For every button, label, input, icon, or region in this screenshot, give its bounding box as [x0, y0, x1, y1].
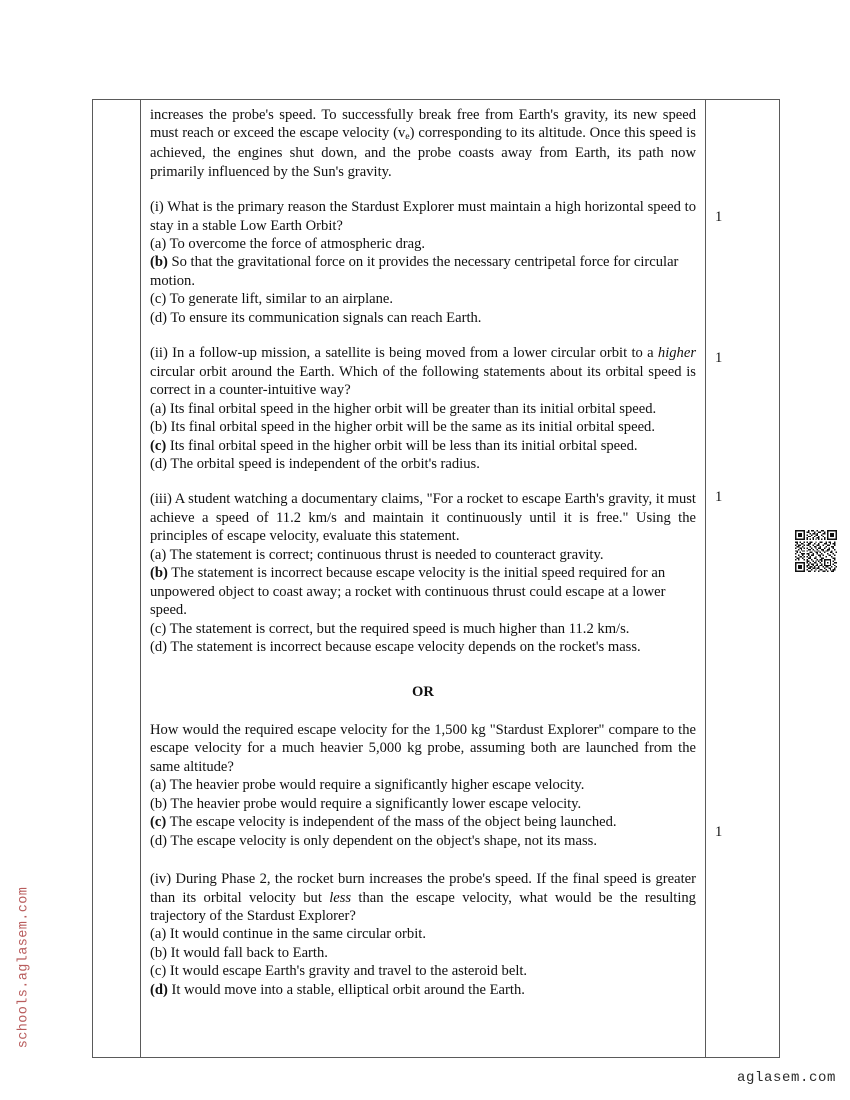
question-iv	[150, 870, 696, 999]
option-label: (c)	[150, 437, 167, 454]
option-label: (b)	[150, 565, 168, 582]
option-text: It would escape Earth's gravity and travel to the asteroid belt.	[166, 963, 528, 980]
corner-watermark: aglasem.com	[736, 1070, 836, 1086]
question-iv-option-b	[150, 944, 696, 962]
question-ii-option-d	[150, 455, 696, 473]
or-question	[150, 721, 696, 850]
option-label: (a)	[150, 235, 167, 252]
option-text: It would move into a stable, elliptical orbit around the Earth.	[167, 981, 525, 998]
table-row	[93, 100, 780, 1058]
stem-part-2: than the escape velocity, what would be the resulting trajectory of the Stardust Explorer?	[150, 889, 696, 925]
option-label: (c)	[150, 814, 167, 831]
body-bottom-spacer	[150, 999, 696, 1047]
question-i-stem: (i) What is the primary reason the Stardust Explorer must maintain a high horizontal speed to stay in a stable Low Earth Orbit?	[150, 199, 696, 234]
question-iii-stem: (iii) A student watching a documentary claims, "For a rocket to escape Earth's gravity, it must achieve a speed of 11.2 km/s and maintain it continuously until it is free." Using the principles of escape velocity, evaluate this statement.	[150, 491, 696, 545]
option-text: The heavier probe would require a significantly higher escape velocity.	[166, 777, 585, 794]
question-ii-option-b	[150, 418, 696, 436]
option-label: (d)	[150, 981, 168, 998]
question-iii-option-a	[150, 546, 696, 564]
option-text: The escape velocity is only dependent on the object's shape, not its mass.	[167, 832, 597, 849]
option-label: (a)	[150, 777, 167, 794]
stem-part-1: (iv) During Phase 2, the rocket burn increases the probe's speed. If the final speed is greater than its orbital velocity but	[150, 871, 696, 906]
option-text: It would fall back to Earth.	[167, 944, 328, 961]
option-text: It would continue in the same circular orbit.	[166, 926, 426, 943]
question-iv-option-c	[150, 962, 696, 980]
option-label: (c)	[150, 963, 167, 980]
option-text: The statement is correct; continuous thrust is needed to counteract gravity.	[166, 546, 604, 563]
option-text: Its final orbital speed in the higher orbit will be greater than its initial orbital speed.	[166, 400, 657, 417]
question-table	[92, 99, 780, 1058]
question-ii	[150, 344, 696, 473]
stem-emphasis: higher	[657, 345, 696, 362]
option-label: (c)	[150, 291, 167, 308]
option-text: The orbital speed is independent of the orbit's radius.	[167, 455, 480, 472]
option-label: (c)	[150, 620, 167, 637]
option-label: (a)	[150, 546, 167, 563]
or-question-stem: How would the required escape velocity for the 1,500 kg "Stardust Explorer" compare to the escape velocity for a much heavier 5,000 kg probe, assuming both are launched from the same altitude?	[150, 721, 696, 775]
option-text: To generate lift, similar to an airplane.	[166, 291, 394, 308]
stem-part-2: circular orbit around the Earth. Which of the following statements about its orbital speed is correct in a counter-intuitive way?	[150, 363, 696, 399]
option-label: (b)	[150, 944, 168, 961]
option-text: To ensure its communication signals can reach Earth.	[167, 309, 482, 326]
question-iii	[150, 490, 696, 656]
question-ii-option-a	[150, 400, 696, 418]
option-text: So that the gravitational force on it provides the necessary centripetal force for circular motion.	[150, 254, 679, 289]
side-watermark: schools.aglasem.com	[16, 886, 32, 1049]
question-iv-option-a	[150, 925, 696, 943]
intro-paragraph	[150, 106, 696, 181]
question-number-cell	[93, 100, 141, 1058]
option-label: (b)	[150, 254, 168, 271]
question-i-option-b	[150, 253, 696, 290]
option-text: The escape velocity is independent of the mass of the object being launched.	[166, 814, 617, 831]
or-question-option-d	[150, 832, 696, 850]
question-iii-option-d	[150, 638, 696, 656]
question-ii-stem	[150, 344, 696, 399]
qr-code-svg	[795, 530, 837, 572]
stem-emphasis: less	[329, 889, 352, 906]
option-label: (d)	[150, 639, 168, 656]
question-i-option-a	[150, 235, 696, 253]
option-label: (b)	[150, 419, 168, 436]
option-text: The statement is correct, but the required speed is much higher than 11.2 km/s.	[166, 620, 630, 637]
question-body-cell	[141, 100, 706, 1058]
marks-value-i: 1	[715, 209, 723, 225]
or-divider	[150, 683, 696, 701]
option-text: Its final orbital speed in the higher orbit will be the same as its initial orbital speed.	[167, 419, 655, 436]
option-label: (b)	[150, 795, 168, 812]
option-label: (d)	[150, 832, 168, 849]
option-label: (a)	[150, 926, 167, 943]
question-iii-option-c	[150, 620, 696, 638]
or-label: OR	[412, 683, 434, 700]
option-label: (d)	[150, 455, 168, 472]
question-i	[150, 198, 696, 327]
question-iv-stem	[150, 870, 696, 925]
question-i-option-c	[150, 290, 696, 308]
question-iii-option-b	[150, 564, 696, 619]
question-ii-option-c	[150, 437, 696, 455]
question-iv-option-d	[150, 981, 696, 999]
or-question-option-a	[150, 776, 696, 794]
option-label: (a)	[150, 400, 167, 417]
or-question-option-c	[150, 813, 696, 831]
marks-value-iv: 1	[715, 824, 723, 840]
qr-code-icon	[795, 530, 837, 572]
marks-value-ii: 1	[715, 350, 723, 366]
option-text: Its final orbital speed in the higher orbit will be less than its initial orbital speed.	[166, 437, 638, 454]
stem-part-1: (ii) In a follow-up mission, a satellite is being moved from a lower circular orbit to a	[150, 345, 658, 362]
marks-cell	[706, 100, 780, 1058]
intro-text-after: ) corresponding to its altitude. Once this speed is achieved, the engines shut down, and the probe coasts away from Earth, its path now primarily influenced by the Sun's gravity.	[150, 125, 696, 180]
or-question-option-b	[150, 795, 696, 813]
option-text: To overcome the force of atmospheric drag.	[166, 235, 426, 252]
option-label: (d)	[150, 309, 168, 326]
option-text: The statement is incorrect because escape velocity depends on the rocket's mass.	[167, 639, 641, 656]
escape-velocity-subscript: e	[405, 131, 410, 143]
question-i-option-d	[150, 309, 696, 327]
option-text: The heavier probe would require a significantly lower escape velocity.	[167, 795, 582, 812]
marks-value-iii: 1	[715, 489, 723, 505]
option-text: The statement is incorrect because escape velocity is the initial speed required for an unpowered object to coast away; a rocket with continuous thrust could escape at a lower speed.	[150, 565, 666, 619]
intro-text-before: increases the probe's speed. To successfully break free from Earth's gravity, its new speed must reach or exceed the escape velocity (v	[150, 107, 696, 142]
